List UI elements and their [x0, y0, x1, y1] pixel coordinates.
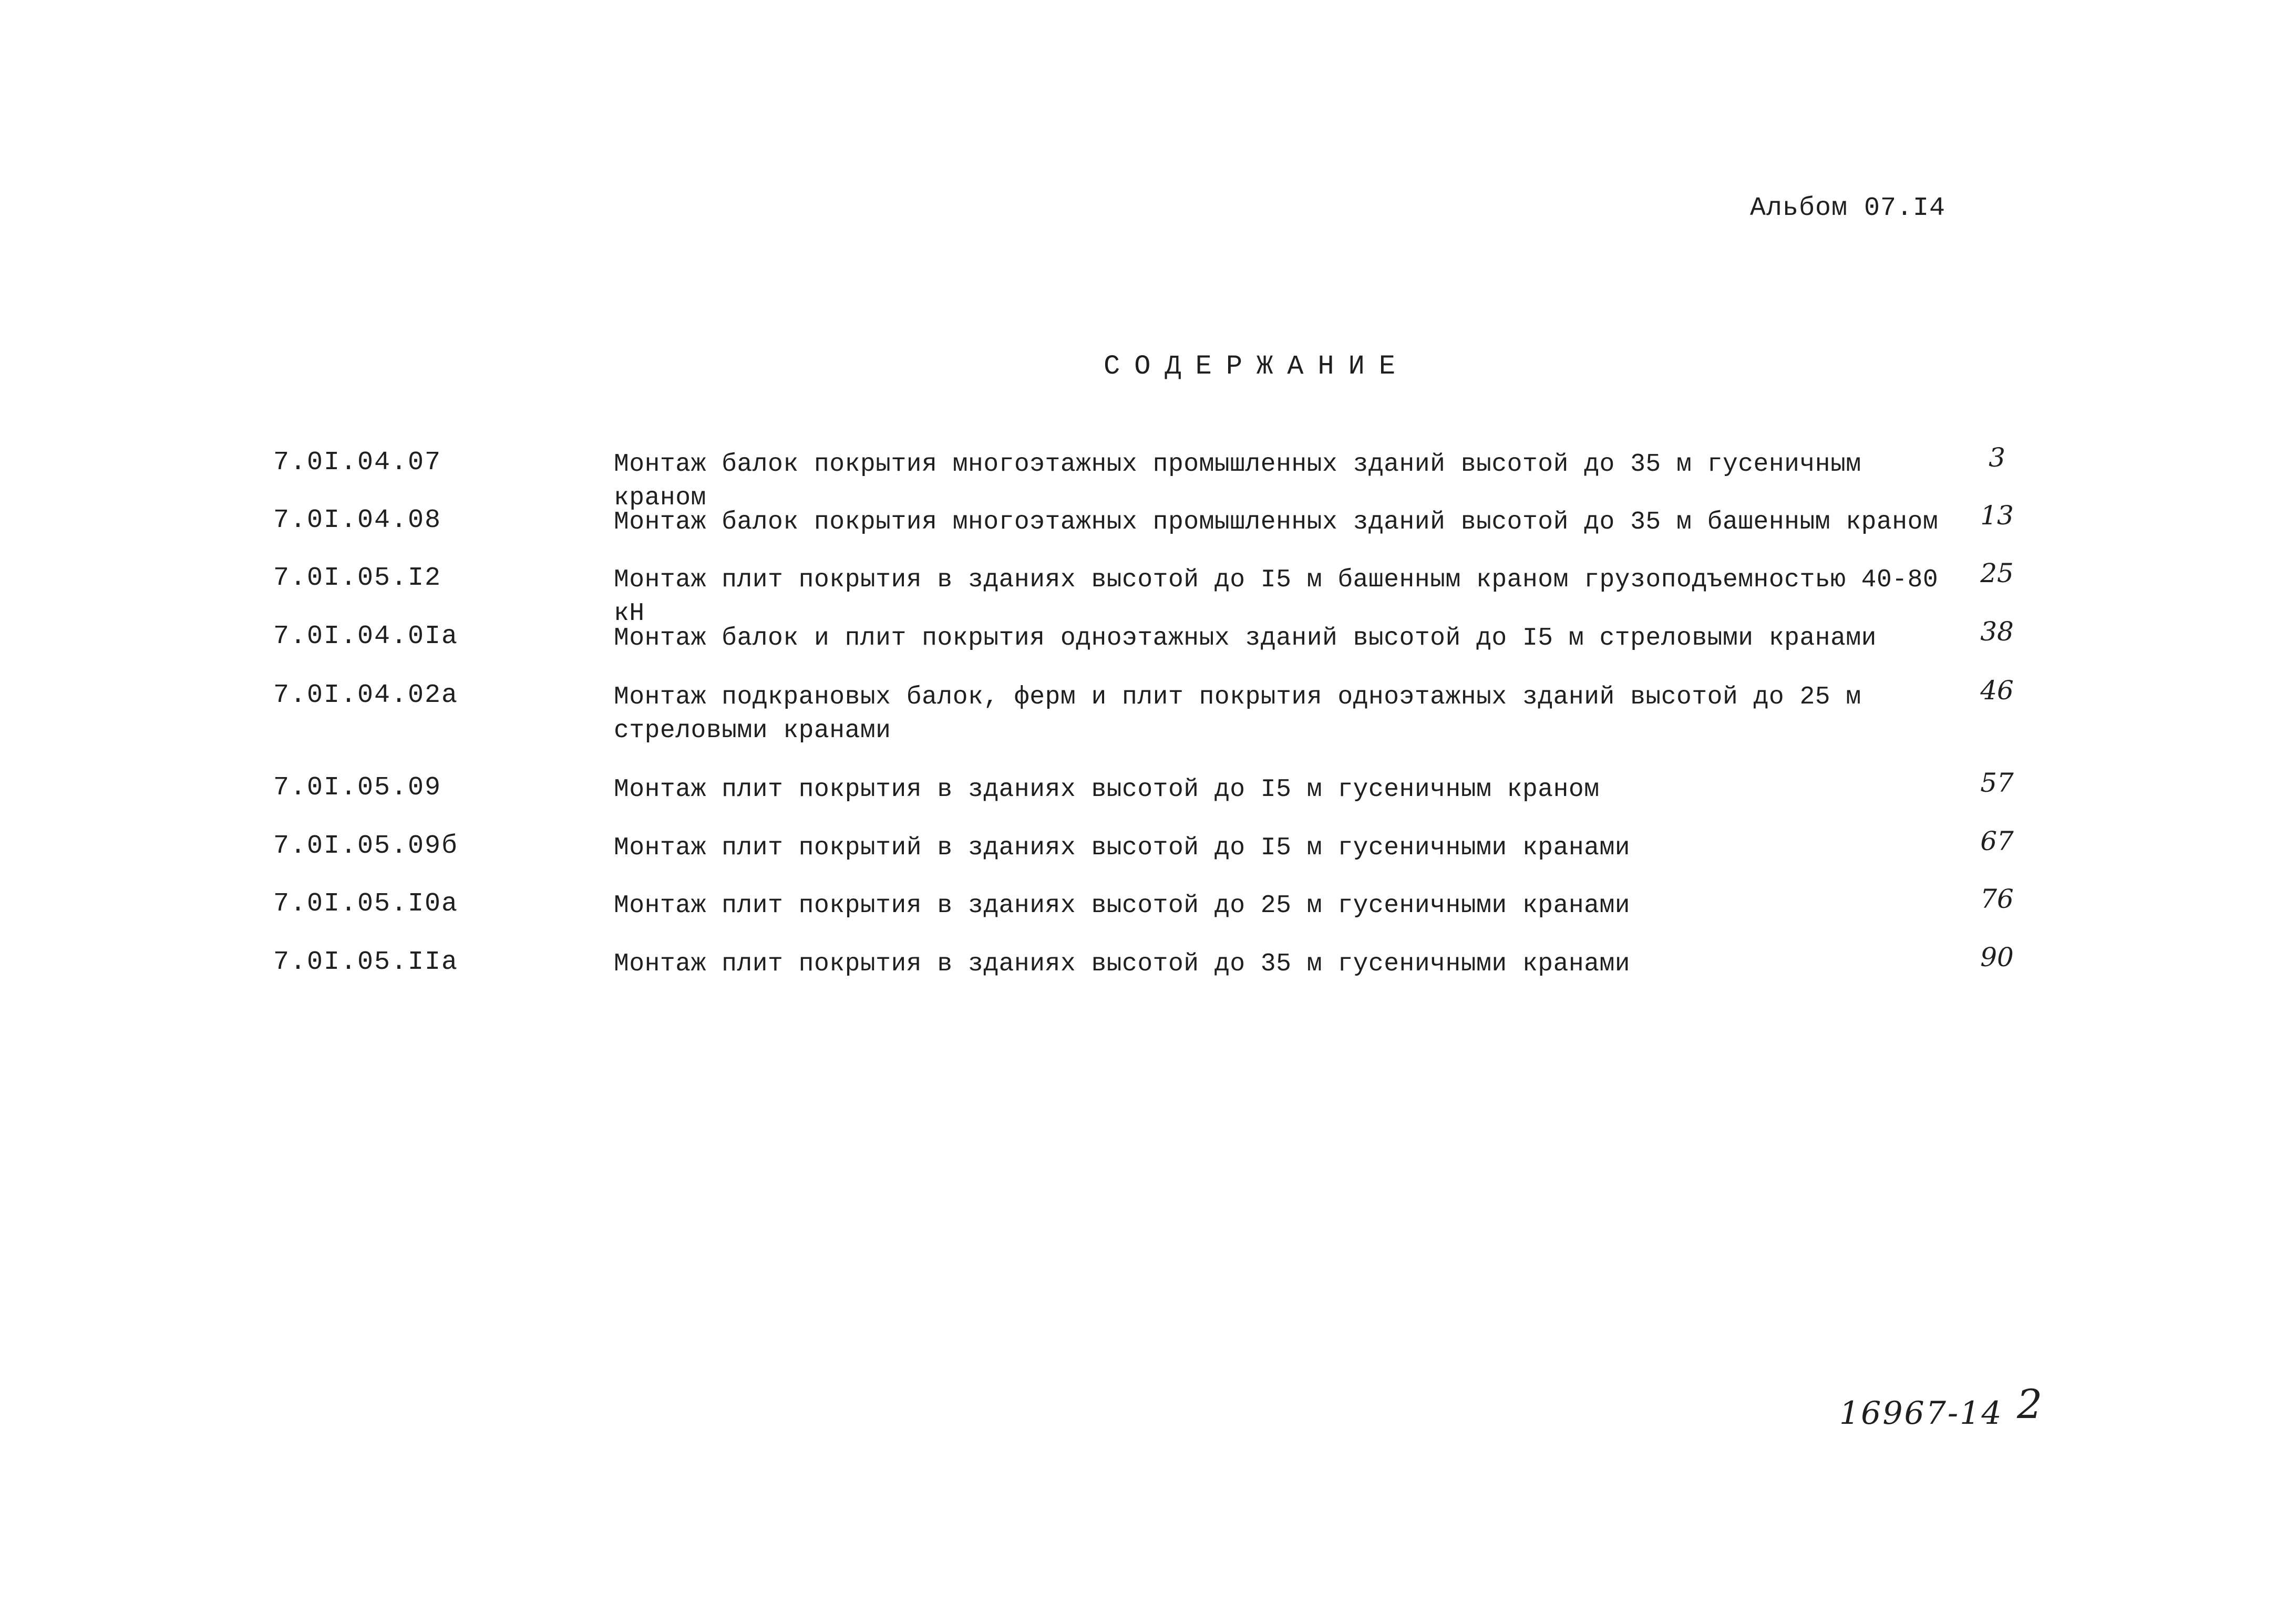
toc-title: Монтаж плит покрытия в зданиях высотой до 35 м гусеничными кранами: [614, 950, 1631, 978]
toc-title: Монтаж балок и плит покрытия одноэтажных зданий высотой до I5 м стреловыми кранами: [614, 624, 1877, 653]
toc-page-number: 3: [1989, 442, 2005, 473]
toc-page-number: 13: [1980, 500, 2014, 531]
toc-title: Монтаж плит покрытия в зданиях высотой до I5 м гусеничным краном: [614, 775, 1600, 804]
document-number: 16967-14: [1839, 1395, 2003, 1432]
toc-code: 7.0I.04.07: [273, 448, 442, 478]
toc-title: Монтаж плит покрытия в зданиях высотой до I5 м башенным краном грузоподъемностью 40-80 кН: [614, 566, 1939, 628]
toc-title: Монтаж подкрановых балок, ферм и плит покрытия одноэтажных зданий высотой до 25 м стреловыми кранами: [614, 683, 1861, 745]
toc-page-number: 46: [1980, 675, 2014, 706]
toc-code: 7.0I.04.08: [273, 505, 442, 535]
toc-title: Монтаж балок покрытия многоэтажных промышленных зданий высотой до 35 м башенным краном: [614, 508, 1939, 536]
toc-page-number: 25: [1980, 558, 2014, 588]
toc-code: 7.0I.04.0Iа: [273, 622, 459, 651]
toc-title: Монтаж плит покрытий в зданиях высотой до I5 м гусеничными кранами: [614, 834, 1631, 862]
toc-code: 7.0I.05.09: [273, 773, 442, 803]
toc-page-number: 76: [1980, 884, 2014, 914]
toc-title: Монтаж плит покрытия в зданиях высотой до 25 м гусеничными кранами: [614, 892, 1631, 920]
toc-page-number: 67: [1980, 826, 2014, 856]
toc-title: Монтаж балок покрытия многоэтажных промышленных зданий высотой до 35 м гусеничным краном: [614, 450, 1861, 512]
toc-code: 7.0I.05.I0а: [273, 889, 459, 919]
toc-page-number: 57: [1980, 768, 2014, 798]
toc-code: 7.0I.05.09б: [273, 831, 459, 861]
toc-code: 7.0I.05.IIа: [273, 947, 459, 977]
toc-page-number: 38: [1980, 616, 2014, 647]
album-label: Альбом 07.I4: [1750, 193, 1946, 223]
toc-code: 7.0I.05.I2: [273, 563, 442, 593]
sheet-number: 2: [2017, 1381, 2043, 1427]
toc-code: 7.0I.04.02а: [273, 680, 459, 710]
page-title: СОДЕРЖАНИЕ: [1104, 351, 1410, 382]
toc-page-number: 90: [1980, 942, 2014, 972]
